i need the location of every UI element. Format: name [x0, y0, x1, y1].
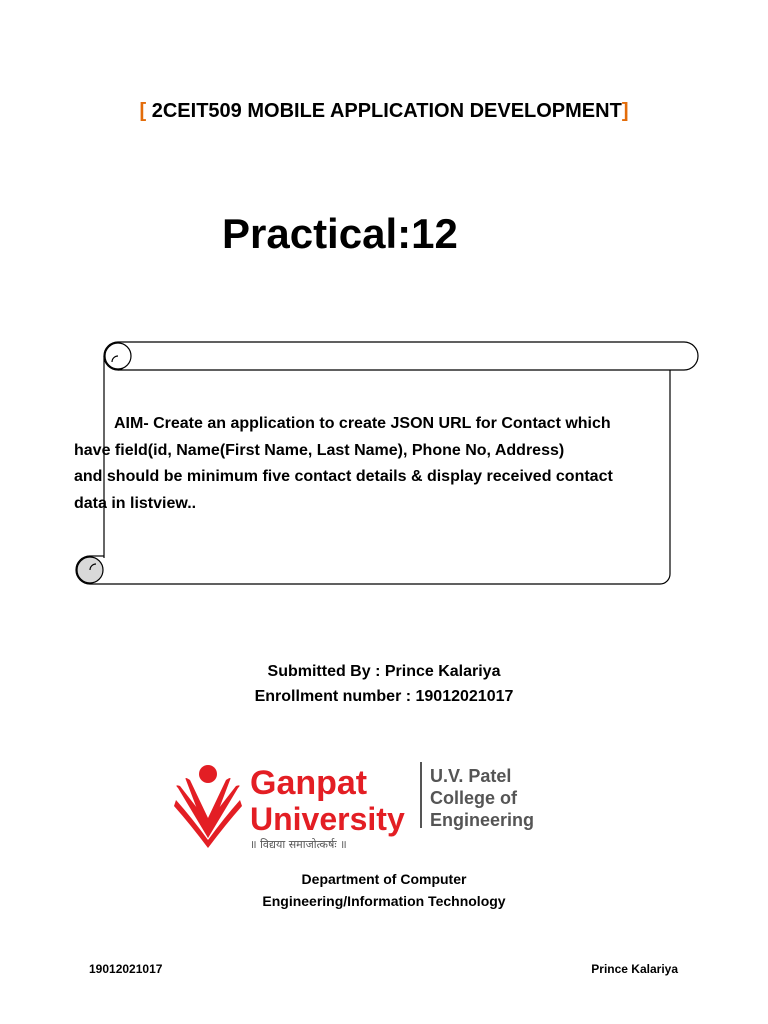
- submission-info: [0, 659, 768, 709]
- aim-line: have field(id, Name(First Name, Last Name), Phone No, Address): [74, 441, 565, 459]
- practical-title: Practical:12: [222, 210, 458, 257]
- department-line1: Department of Computer: [301, 871, 467, 887]
- logo-college-line2: College of: [430, 788, 518, 808]
- logo-motto: ॥ विद्यया समाजोत्कर्षः ॥: [250, 838, 347, 851]
- aim-line: AIM- Create an application to create JSON URL for Contact which: [114, 415, 611, 432]
- bracket-close: ]: [621, 100, 629, 122]
- aim-text: [74, 411, 674, 517]
- footer-name: Prince Kalariya: [591, 962, 678, 976]
- university-emblem-icon: [174, 765, 242, 848]
- university-logo: [172, 758, 572, 854]
- logo-ganpat: Ganpat: [250, 764, 368, 802]
- footer-enrollment: 19012021017: [89, 962, 163, 976]
- bracket-open: [: [139, 100, 147, 122]
- logo-college-line3: Engineering: [430, 810, 535, 830]
- aim-line: and should be minimum five contact details & display received contact: [74, 468, 613, 485]
- logo-university: University: [250, 801, 405, 837]
- logo-college-line1: U.V. Patel: [430, 766, 512, 786]
- course-title: 2CEIT509 MOBILE APPLICATION DEVELOPMENT: [146, 100, 622, 122]
- course-header: [0, 100, 768, 123]
- department: [0, 868, 768, 912]
- logo-divider: [420, 762, 422, 828]
- aim-line: data in listview..: [74, 494, 197, 512]
- department-line2: Engineering/Information Technology: [262, 893, 506, 909]
- enrollment-number: Enrollment number : 19012021017: [254, 688, 514, 705]
- submitted-by: Submitted By : Prince Kalariya: [267, 663, 501, 680]
